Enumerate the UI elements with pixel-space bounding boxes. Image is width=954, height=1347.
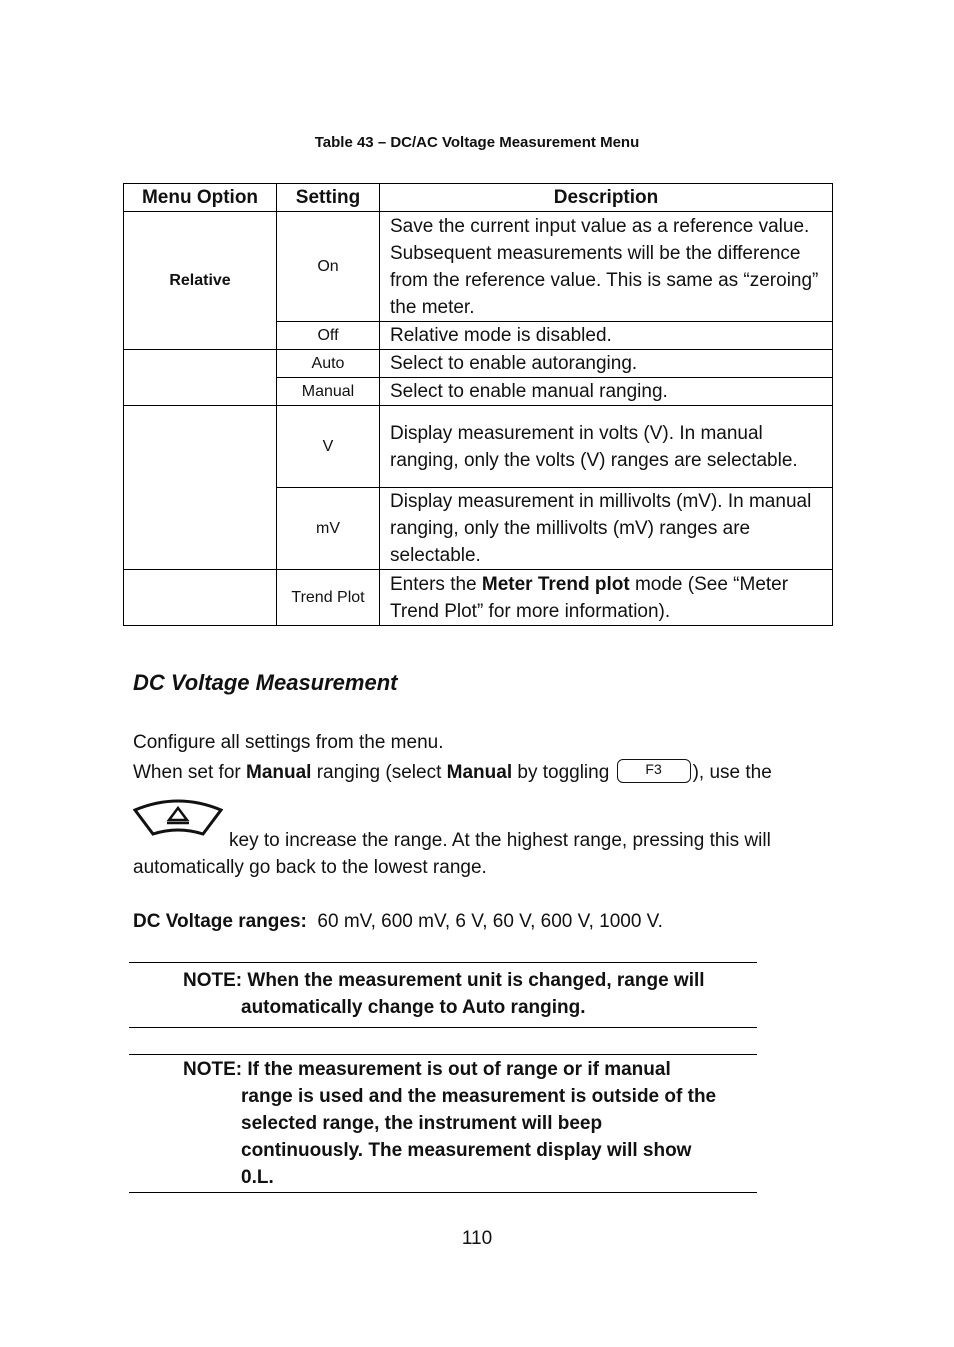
note-text: NOTE: If the measurement is out of range or if manual range is used and the measurement is outside of the selected range, the instrument will beep continuously. The measurement display will show 0.L.: [183, 1059, 717, 1188]
paragraph-configure: Configure all settings from the menu.: [133, 732, 444, 753]
f3-key-icon: F3: [617, 759, 691, 783]
bold-manual: Manual: [246, 762, 312, 783]
header-menu-option: Menu Option: [124, 184, 277, 212]
header-setting: Setting: [277, 184, 380, 212]
section-title: DC Voltage Measurement: [133, 670, 398, 695]
description-cell: [380, 570, 833, 626]
table-row: [124, 570, 833, 626]
desc-bold: Meter Trend plot: [481, 573, 630, 595]
table-header-row: [124, 184, 833, 212]
option-range-empty: [124, 350, 277, 406]
note-box-unit-change: [129, 962, 757, 1028]
ranges-label: DC Voltage ranges:: [133, 911, 307, 932]
option-trend-empty: [124, 570, 277, 626]
description-cell: Relative mode is disabled.: [380, 322, 833, 350]
description-cell: Select to enable manual ranging.: [380, 378, 833, 406]
option-unit-empty: [124, 406, 277, 570]
note-box-out-of-range: [129, 1054, 757, 1193]
setting-cell: V: [277, 406, 380, 488]
paragraph-manual: [133, 759, 772, 786]
table-row: [124, 350, 833, 378]
setting-cell: Trend Plot: [277, 570, 380, 626]
header-description: Description: [380, 184, 833, 212]
setting-cell: On: [277, 212, 380, 322]
page-number: 110: [461, 1228, 493, 1249]
note-text: NOTE: When the measurement unit is changed, range will automatically change to Auto ranging.: [183, 970, 705, 1018]
setting-cell: mV: [277, 488, 380, 570]
dc-voltage-ranges: [133, 908, 663, 935]
description-cell: Save the current input value as a reference value. Subsequent measurements will be the difference from the reference value. This is same as “zeroing” the meter.: [380, 212, 833, 322]
ranges-value: 60 mV, 600 mV, 6 V, 60 V, 600 V, 1000 V.: [306, 911, 663, 932]
description-cell: Display measurement in millivolts (mV). In manual ranging, only the millivolts (mV) ranges are selectable.: [380, 488, 833, 570]
description-cell: Display measurement in volts (V). In manual ranging, only the volts (V) ranges are selectable.: [380, 406, 833, 488]
setting-cell: Manual: [277, 378, 380, 406]
desc-text: mode (See “Meter Trend Plot” for more information).: [390, 573, 789, 622]
paragraph-increase-range: key to increase the range. At the highest range, pressing this will automatically go back to the lowest range.: [133, 830, 771, 878]
desc-text: Enters the: [390, 573, 482, 595]
text-span: ), use the: [692, 762, 772, 783]
setting-cell: Off: [277, 322, 380, 350]
setting-cell: Auto: [277, 350, 380, 378]
option-relative: Relative: [124, 212, 277, 350]
table-caption: Table 43 – DC/AC Voltage Measurement Menu: [314, 134, 640, 151]
description-cell: Select to enable autoranging.: [380, 350, 833, 378]
table-row: [124, 406, 833, 488]
measurement-menu-table: [123, 183, 833, 626]
table-row: [124, 212, 833, 322]
text-span: by toggling: [512, 762, 615, 783]
text-span: When set for: [133, 762, 246, 783]
text-span: ranging (select: [311, 762, 447, 783]
bold-manual: Manual: [446, 762, 513, 783]
